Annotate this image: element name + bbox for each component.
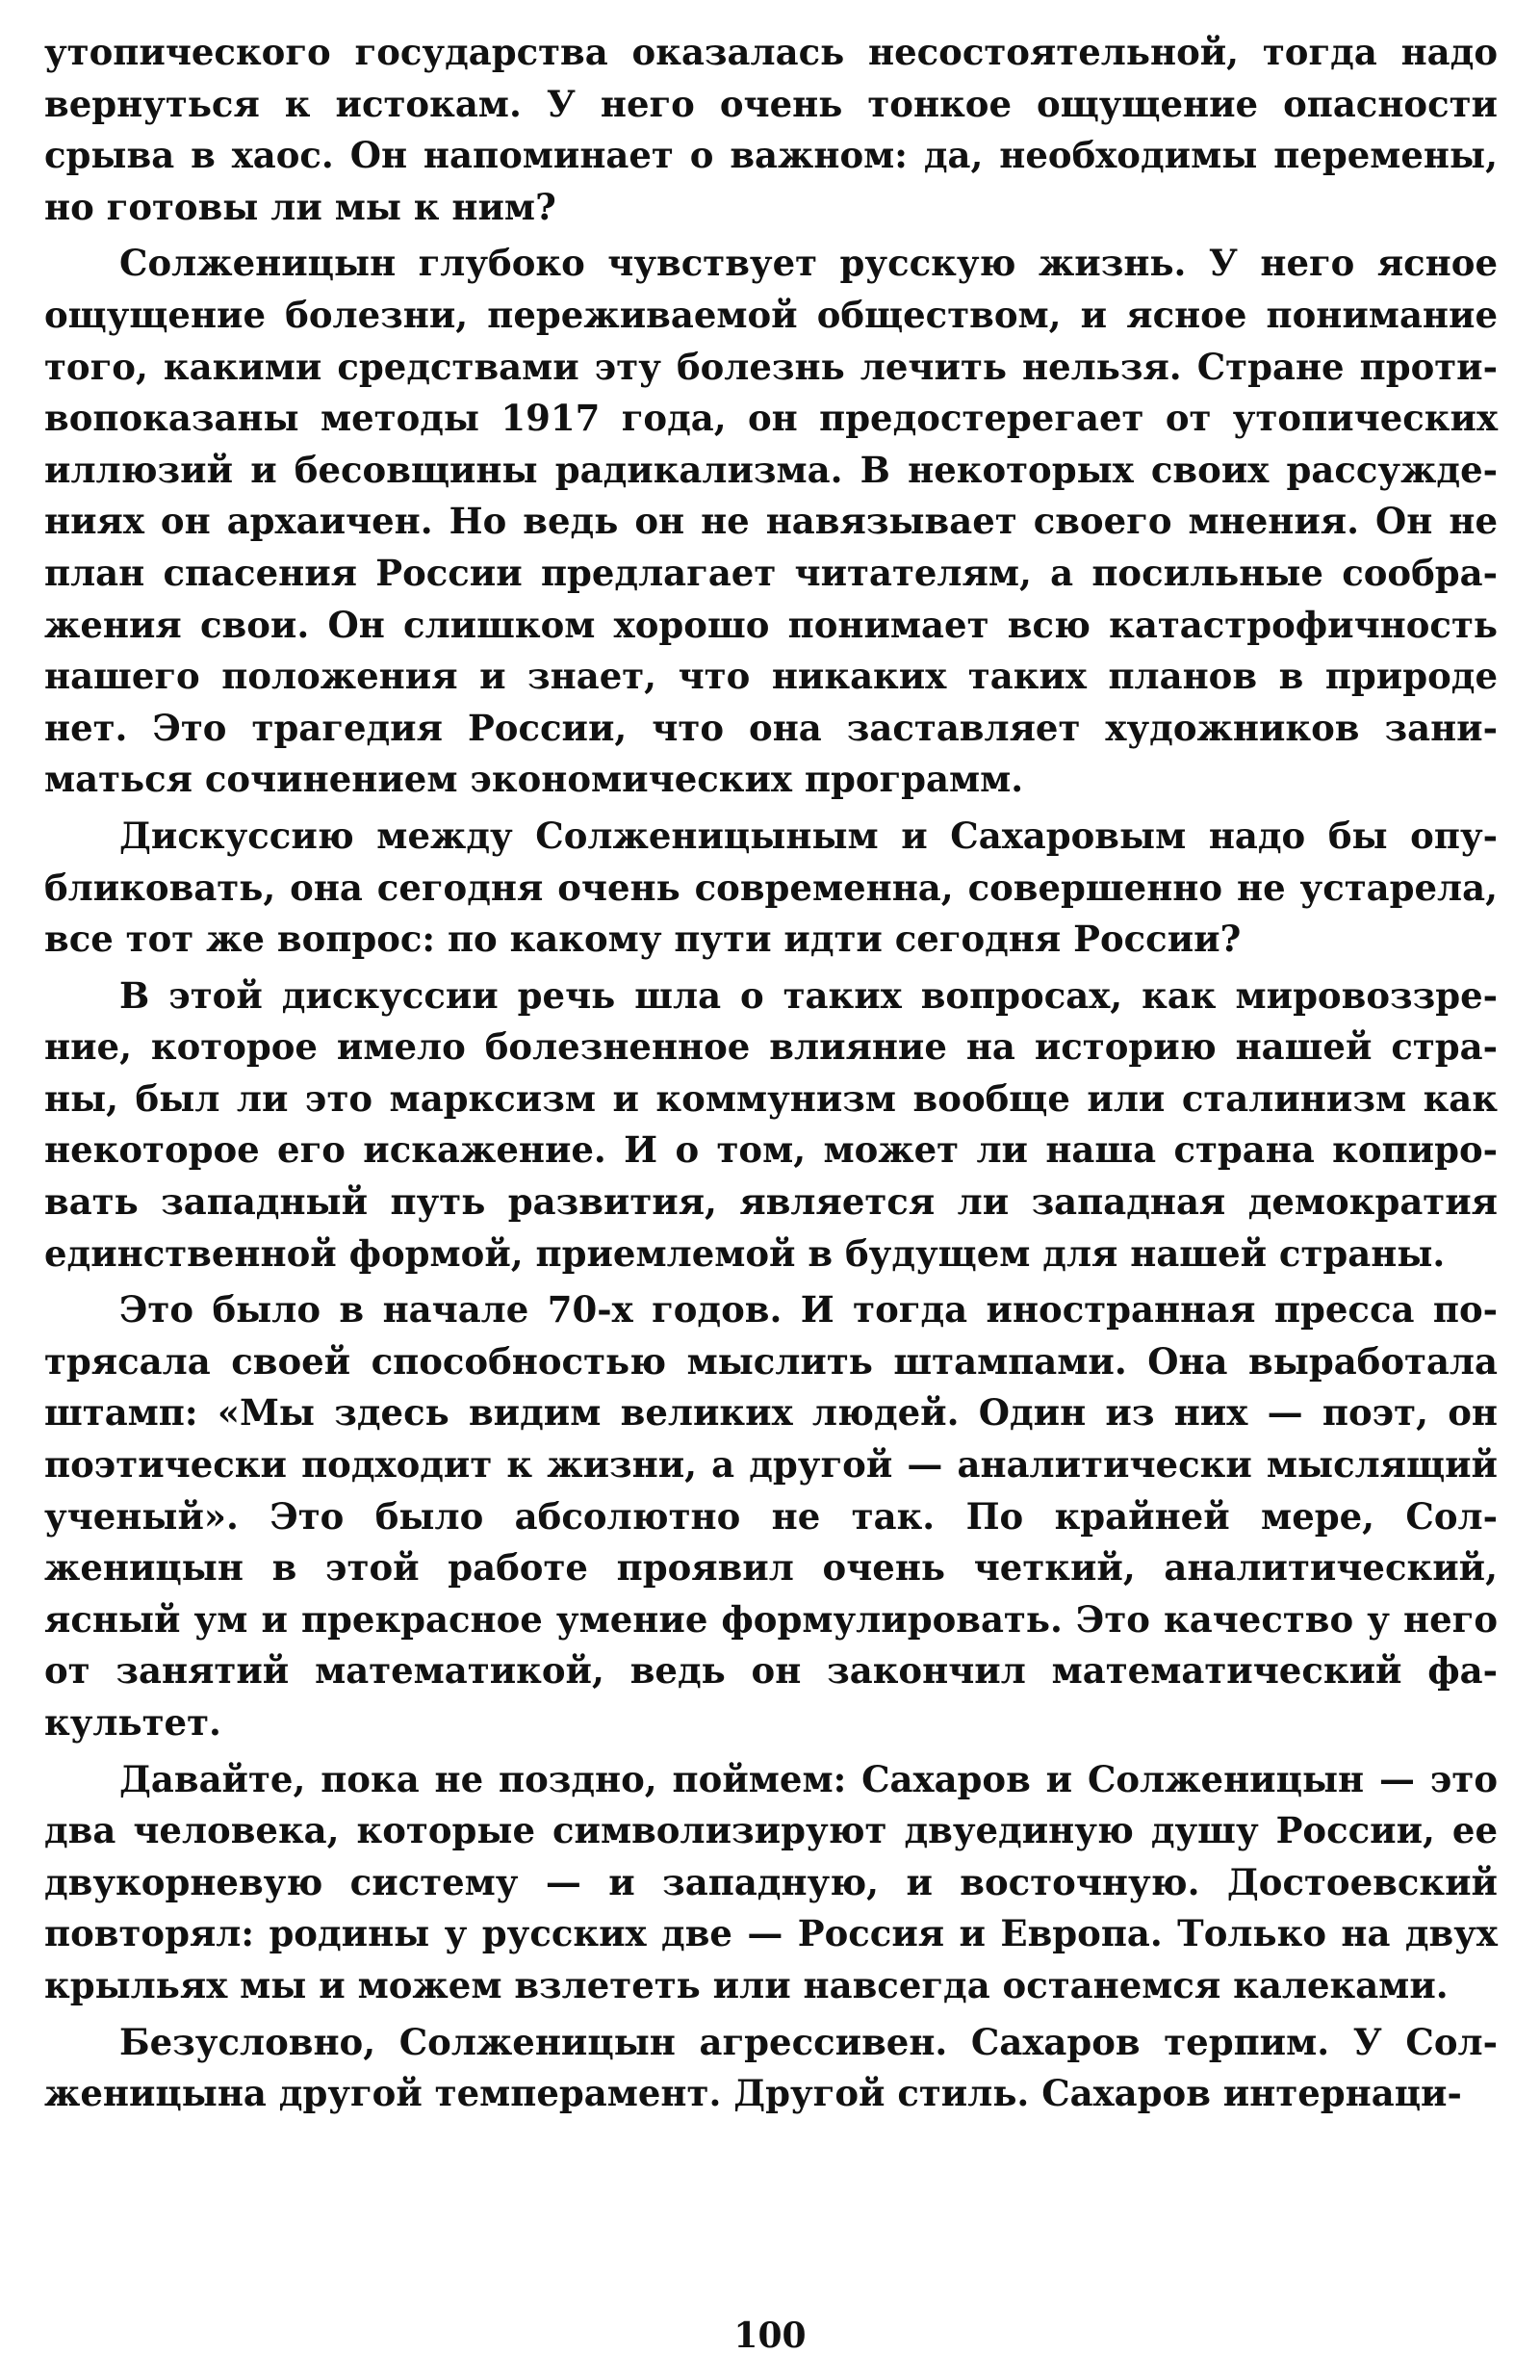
page-number: 100 — [733, 2315, 807, 2356]
body-text — [44, 27, 1498, 2120]
paragraph-6: Давайте, пока не поздно, поймем: Сахаров и Солженицын — это два человека, которые символизируют двуединую душу России, ее двукорневую систему — и западную, и восточную. Достоевский повторял: родины у русских две — Россия и Европа. Только на двух крыльях мы и можем взлететь или навсегда останемся калеками. — [44, 1757, 1498, 2006]
paragraph-7: Безусловно, Солженицын агрессивен. Сахаров терпим. У Солженицына другой темперамент. Другой стиль. Сахаров интернаци- — [44, 2020, 1498, 2115]
paragraph-2: Солженицын глубоко чувствует русскую жизнь. У него ясное ощущение болезни, переживаемой обществом, и ясное понимание того, какими средствами эту болезнь лечить нельзя. Стране противопоказаны методы 1917 года, он предостерегает от утопических иллюзий и бесовщины радикализма. В некоторых своих рассуждениях он архаичен. Но ведь он не навязывает своего мнения. Он не план спасения России предлагает читателям, а посильные соображения свои. Он слишком хорошо понимает всю катастрофичность нашего положения и знает, что никаких таких планов в природе нет. Это трагедия России, что она заставляет художников заниматься сочинением экономических программ. — [44, 242, 1498, 801]
paragraph-3: Дискуссию между Солженицыным и Сахаровым надо бы опубликовать, она сегодня очень современна, совершенно не устарела, все тот же вопрос: по какому пути идти сегодня России? — [44, 814, 1498, 961]
paragraph-4: В этой дискуссии речь шла о таких вопросах, как мировоззрение, которое имело болезненное влияние на историю нашей страны, был ли это марксизм и коммунизм вообще или сталинизм как некоторое его искажение. И о том, может ли наша страна копировать западный путь развития, является ли западная демократия единственной формой, приемлемой в будущем для нашей страны. — [44, 973, 1498, 1275]
paragraph-5: Это было в начале 70-х годов. И тогда иностранная пресса потрясала своей способностью мыслить штампами. Она выработала штамп: «Мы здесь видим великих людей. Один из них — поэт, он поэтически подходит к жизни, а другой — аналитически мыслящий ученый». Это было абсолютно не так. По крайней мере, Солженицын в этой работе проявил очень четкий, аналитический, ясный ум и прекрасное умение формулировать. Это качество у него от занятий математикой, ведь он закончил математический факультет. — [44, 1288, 1498, 1744]
paragraph-1: утопического государства оказалась несостоятельной, тогда надо вернуться к истокам. У него очень тонкое ощущение опасности срыва в хаос. Он напоминает о важном: да, необходимы перемены, но готовы ли мы к ним? — [44, 31, 1498, 228]
